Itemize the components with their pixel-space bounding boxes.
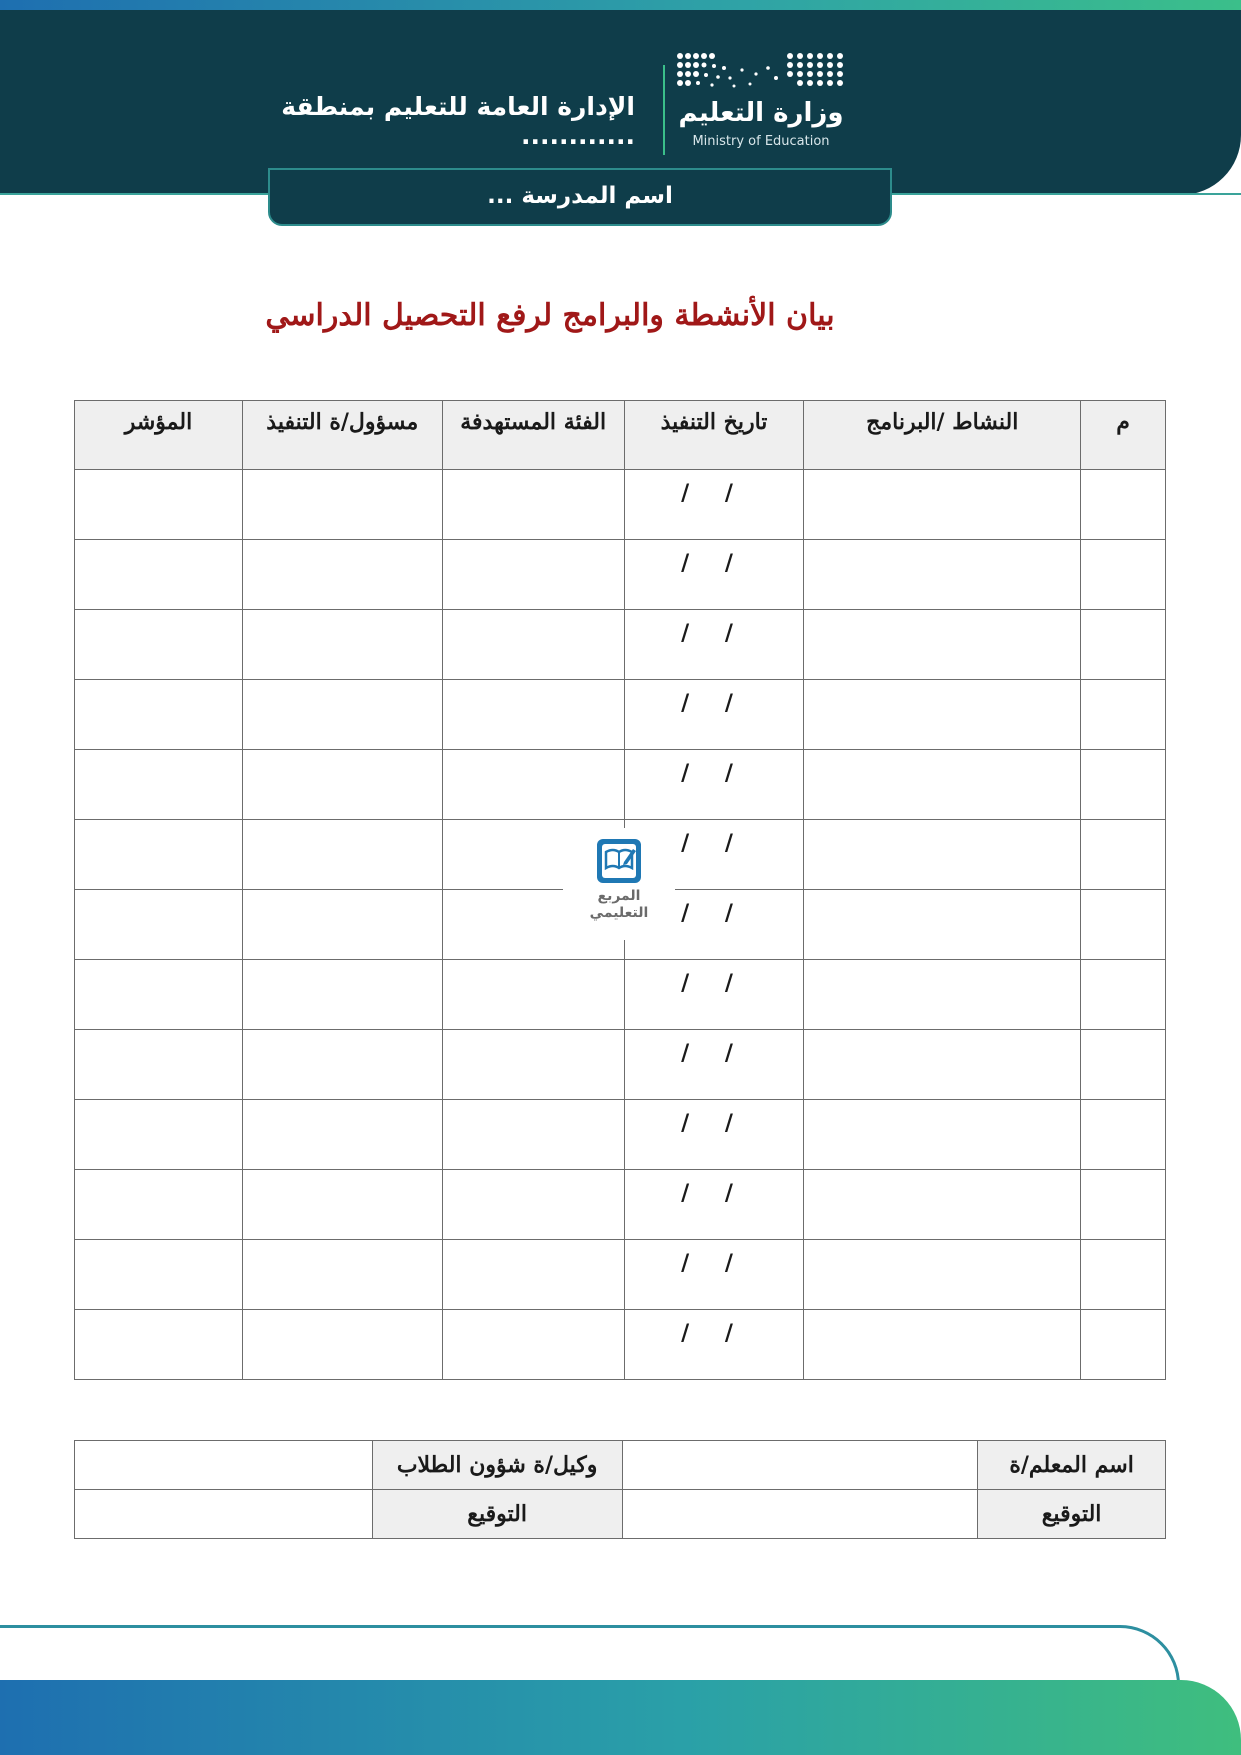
cell-number[interactable] — [1081, 1170, 1166, 1240]
cell-indicator[interactable] — [75, 680, 243, 750]
watermark-line-2: التعليمي — [589, 905, 649, 921]
logo-english-text: Ministry of Education — [692, 134, 830, 149]
column-header-indicator: المؤشر — [75, 401, 243, 470]
cell-activity[interactable] — [804, 820, 1081, 890]
table-row — [75, 610, 1166, 680]
cell-indicator[interactable] — [75, 1030, 243, 1100]
cell-number[interactable] — [1081, 470, 1166, 540]
cell-indicator[interactable] — [75, 1170, 243, 1240]
ministry-dots-icon — [672, 50, 850, 94]
date-placeholder: / / — [681, 690, 747, 716]
cell-activity[interactable] — [804, 1240, 1081, 1310]
signature-table — [74, 1440, 1166, 1539]
cell-responsible[interactable] — [242, 470, 442, 540]
agent-signature-field[interactable] — [75, 1490, 373, 1539]
cell-number[interactable] — [1081, 960, 1166, 1030]
cell-indicator[interactable] — [75, 890, 243, 960]
cell-number[interactable] — [1081, 680, 1166, 750]
cell-indicator[interactable] — [75, 750, 243, 820]
date-placeholder: / / — [681, 550, 747, 576]
cell-target-group[interactable] — [442, 1240, 624, 1310]
top-gradient-strip — [0, 0, 1241, 10]
cell-number[interactable] — [1081, 820, 1166, 890]
agent-name-field[interactable] — [75, 1441, 373, 1490]
cell-responsible[interactable] — [242, 1310, 442, 1380]
cell-responsible[interactable] — [242, 1100, 442, 1170]
date-placeholder: / / — [681, 970, 747, 996]
cell-target-group[interactable] — [442, 1100, 624, 1170]
cell-activity[interactable] — [804, 750, 1081, 820]
table-row — [75, 750, 1166, 820]
teacher-signature-label: التوقيع — [978, 1490, 1166, 1539]
region-title: الإدارة العامة للتعليم بمنطقة ............ — [281, 92, 635, 150]
date-placeholder: / / — [681, 830, 747, 856]
table-row — [75, 540, 1166, 610]
cell-target-group[interactable] — [442, 610, 624, 680]
cell-date[interactable] — [624, 750, 804, 820]
ministry-logo — [672, 50, 850, 155]
cell-number[interactable] — [1081, 1100, 1166, 1170]
book-pen-icon — [596, 838, 642, 884]
watermark — [563, 828, 675, 940]
date-placeholder: / / — [681, 1250, 747, 1276]
cell-responsible[interactable] — [242, 960, 442, 1030]
date-placeholder: / / — [681, 760, 747, 786]
column-header-activity: النشاط /البرنامج — [804, 401, 1081, 470]
cell-activity[interactable] — [804, 1170, 1081, 1240]
agent-signature-label: التوقيع — [372, 1490, 622, 1539]
cell-activity[interactable] — [804, 1310, 1081, 1380]
teacher-name-label: اسم المعلم/ة — [978, 1441, 1166, 1490]
cell-date[interactable] — [624, 680, 804, 750]
cell-activity[interactable] — [804, 540, 1081, 610]
table-header-row — [75, 401, 1166, 470]
cell-number[interactable] — [1081, 540, 1166, 610]
cell-activity[interactable] — [804, 470, 1081, 540]
cell-activity[interactable] — [804, 680, 1081, 750]
teacher-signature-field[interactable] — [622, 1490, 978, 1539]
table-row — [75, 1170, 1166, 1240]
cell-target-group[interactable] — [442, 540, 624, 610]
cell-number[interactable] — [1081, 610, 1166, 680]
cell-indicator[interactable] — [75, 960, 243, 1030]
date-placeholder: / / — [681, 620, 747, 646]
date-placeholder: / / — [681, 1180, 747, 1206]
cell-indicator[interactable] — [75, 820, 243, 890]
footer-line — [0, 1625, 1180, 1685]
table-row — [75, 680, 1166, 750]
watermark-line-1: المربع — [597, 888, 641, 904]
table-row — [75, 1240, 1166, 1310]
cell-target-group[interactable] — [442, 750, 624, 820]
cell-indicator[interactable] — [75, 1310, 243, 1380]
cell-number[interactable] — [1081, 1240, 1166, 1310]
cell-number[interactable] — [1081, 1310, 1166, 1380]
cell-target-group[interactable] — [442, 680, 624, 750]
cell-date[interactable] — [624, 540, 804, 610]
cell-number[interactable] — [1081, 750, 1166, 820]
cell-responsible[interactable] — [242, 540, 442, 610]
cell-date[interactable] — [624, 1030, 804, 1100]
cell-activity[interactable] — [804, 960, 1081, 1030]
footer-bar — [0, 1680, 1241, 1755]
cell-activity[interactable] — [804, 1100, 1081, 1170]
cell-indicator[interactable] — [75, 1100, 243, 1170]
table-row — [75, 1310, 1166, 1380]
cell-responsible[interactable] — [242, 820, 442, 890]
cell-indicator[interactable] — [75, 610, 243, 680]
cell-responsible[interactable] — [242, 1030, 442, 1100]
table-row — [75, 1030, 1166, 1100]
cell-target-group[interactable] — [442, 470, 624, 540]
table-row — [75, 470, 1166, 540]
cell-responsible[interactable] — [242, 680, 442, 750]
cell-responsible[interactable] — [242, 750, 442, 820]
signature-row-names — [75, 1441, 1166, 1490]
cell-target-group[interactable] — [442, 1170, 624, 1240]
date-placeholder: / / — [681, 900, 747, 926]
cell-date[interactable] — [624, 610, 804, 680]
cell-indicator[interactable] — [75, 470, 243, 540]
cell-target-group[interactable] — [442, 1310, 624, 1380]
cell-responsible[interactable] — [242, 610, 442, 680]
table-row — [75, 1100, 1166, 1170]
cell-activity[interactable] — [804, 1030, 1081, 1100]
cell-date[interactable] — [624, 1240, 804, 1310]
cell-date[interactable] — [624, 1310, 804, 1380]
date-placeholder: / / — [681, 1320, 747, 1346]
table-row — [75, 960, 1166, 1030]
date-placeholder: / / — [681, 1110, 747, 1136]
cell-responsible[interactable] — [242, 890, 442, 960]
logo-arabic-text: وزارة التعليم — [678, 98, 844, 128]
column-header-target-group: الفئة المستهدفة — [442, 401, 624, 470]
column-header-date: تاريخ التنفيذ — [624, 401, 804, 470]
cell-date[interactable] — [624, 470, 804, 540]
page-title: بيان الأنشطة والبرامج لرفع التحصيل الدراسي — [265, 298, 835, 333]
teacher-name-field[interactable] — [622, 1441, 978, 1490]
column-header-responsible: مسؤول/ة التنفيذ — [242, 401, 442, 470]
date-placeholder: / / — [681, 1040, 747, 1066]
cell-date[interactable] — [624, 960, 804, 1030]
cell-target-group[interactable] — [442, 1030, 624, 1100]
watermark-text — [563, 888, 675, 922]
school-name-box: اسم المدرسة ... — [268, 168, 892, 226]
cell-date[interactable] — [624, 1100, 804, 1170]
logo-divider — [663, 65, 665, 155]
date-placeholder: / / — [681, 480, 747, 506]
cell-target-group[interactable] — [442, 960, 624, 1030]
cell-responsible[interactable] — [242, 1170, 442, 1240]
column-header-number: م — [1081, 401, 1166, 470]
cell-activity[interactable] — [804, 890, 1081, 960]
cell-indicator[interactable] — [75, 1240, 243, 1310]
cell-activity[interactable] — [804, 610, 1081, 680]
cell-date[interactable] — [624, 1170, 804, 1240]
cell-responsible[interactable] — [242, 1240, 442, 1310]
cell-number[interactable] — [1081, 890, 1166, 960]
cell-indicator[interactable] — [75, 540, 243, 610]
agent-label: وكيل/ة شؤون الطلاب — [372, 1441, 622, 1490]
signature-row-signatures — [75, 1490, 1166, 1539]
cell-number[interactable] — [1081, 1030, 1166, 1100]
